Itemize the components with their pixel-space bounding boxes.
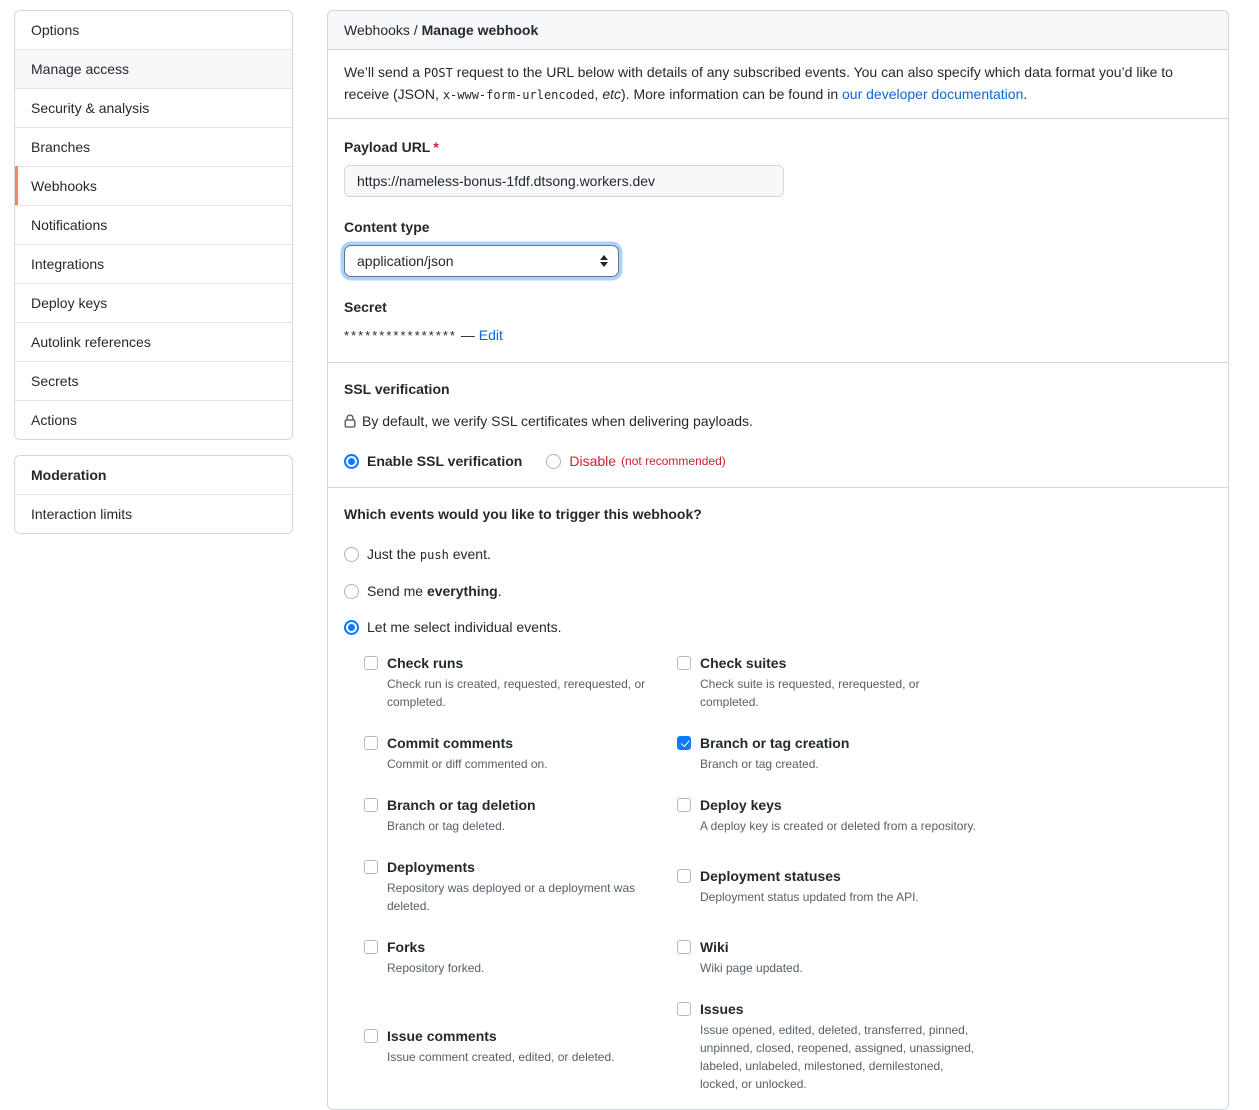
enable-ssl-label: Enable SSL verification (367, 453, 523, 469)
moderation-heading: Moderation (31, 467, 107, 483)
breadcrumb-webhooks-link[interactable]: Webhooks (344, 22, 410, 38)
event-forks (364, 937, 677, 977)
secret-masked-value: **************** (344, 328, 457, 343)
content-type-select[interactable] (344, 245, 619, 277)
event-description: Check run is created, requested, rerequested, or completed. (387, 677, 646, 709)
event-deployments (364, 857, 677, 915)
event-description: Issue comment created, edited, or deleted. (387, 1050, 615, 1064)
intro-text: , (594, 86, 603, 102)
sidebar-item-integrations[interactable]: Integrations (15, 244, 292, 283)
sidebar-item-manage-access[interactable]: Manage access (15, 49, 292, 88)
event-description: Deployment status updated from the API. (700, 890, 919, 904)
event-title: Check suites (700, 655, 787, 671)
event-description: A deploy key is created or deleted from a repository. (700, 819, 976, 833)
event-description: Repository was deployed or a deployment was deleted. (387, 881, 636, 913)
event-title: Wiki (700, 939, 729, 955)
sidebar-item-interaction-limits[interactable]: Interaction limits (15, 494, 292, 533)
send-everything-pre: Send me (367, 583, 427, 599)
secret-label: Secret (344, 299, 387, 315)
check-suites-checkbox[interactable] (677, 656, 691, 670)
deployment-statuses-checkbox[interactable] (677, 869, 691, 883)
event-title: Forks (387, 939, 426, 955)
events-question: Which events would you like to trigger this webhook? (344, 506, 702, 522)
lock-icon (344, 414, 356, 428)
branch-tag-creation-checkbox[interactable] (677, 736, 691, 750)
select-stepper-icon (600, 255, 608, 267)
event-title: Issue comments (387, 1028, 497, 1044)
sidebar-item-actions[interactable]: Actions (15, 400, 292, 439)
enable-ssl-radio[interactable] (344, 454, 359, 469)
secret-edit-link[interactable]: Edit (478, 327, 503, 343)
sidebar-item-branches[interactable]: Branches (15, 127, 292, 166)
issues-checkbox[interactable] (677, 1002, 691, 1016)
just-push-radio[interactable] (344, 547, 359, 562)
send-everything-label (367, 581, 502, 601)
select-individual-label: Let me select individual events. (367, 619, 562, 635)
event-description: Branch or tag deleted. (387, 819, 506, 833)
event-title: Deploy keys (700, 797, 782, 813)
webhook-intro-text (328, 50, 1228, 119)
event-check-runs (364, 653, 677, 711)
forks-checkbox[interactable] (364, 940, 378, 954)
required-asterisk: * (433, 139, 439, 155)
event-issue-comments (364, 1026, 677, 1066)
payload-url-label (344, 137, 1212, 157)
everything-bold: everything (426, 583, 498, 599)
manage-webhook-card (327, 10, 1229, 1110)
sidebar-item-notifications[interactable]: Notifications (15, 205, 292, 244)
ssl-note-text: By default, we verify SSL certificates when delivering payloads. (362, 413, 753, 429)
event-title: Deployments (387, 859, 475, 875)
event-check-suites (677, 653, 990, 711)
event-title: Deployment statuses (700, 868, 841, 884)
branch-tag-deletion-checkbox[interactable] (364, 798, 378, 812)
intro-etc: etc (602, 86, 621, 102)
check-runs-checkbox[interactable] (364, 656, 378, 670)
intro-text: ). More information can be found in (621, 86, 843, 102)
intro-text: We’ll send a (344, 64, 424, 80)
event-description: Commit or diff commented on. (387, 757, 548, 771)
sidebar-item-deploy-keys[interactable]: Deploy keys (15, 283, 292, 322)
select-individual-radio[interactable] (344, 620, 359, 635)
event-deploy-keys (677, 795, 990, 835)
breadcrumb-separator: / (409, 22, 422, 38)
event-issues (677, 999, 990, 1093)
events-section (328, 488, 1228, 1109)
event-branch-tag-deletion (364, 795, 677, 835)
sidebar-item-options[interactable]: Options (15, 11, 292, 49)
content-type-value: application/json (357, 253, 454, 269)
intro-text: . (1023, 86, 1028, 102)
payload-url-label-text: Payload URL (344, 139, 431, 155)
post-code: POST (423, 66, 453, 80)
event-description: Repository forked. (387, 961, 485, 975)
sidebar-item-autolink-references[interactable]: Autolink references (15, 322, 292, 361)
event-branch-tag-creation (677, 733, 990, 773)
settings-sidebar (14, 10, 293, 534)
issue-comments-checkbox[interactable] (364, 1029, 378, 1043)
payload-url-input[interactable] (344, 165, 784, 197)
event-deployment-statuses (677, 866, 990, 906)
just-push-label (367, 544, 491, 565)
ssl-verification-section (328, 363, 1228, 488)
secret-separator: — (460, 327, 475, 343)
sidebar-item-secrets[interactable]: Secrets (15, 361, 292, 400)
intro-text: request to the URL below with details of any subscribed events. You can also specify which data format you’d like to receive (JSON, (344, 64, 1173, 102)
send-everything-radio[interactable] (344, 584, 359, 599)
event-title: Branch or tag creation (700, 735, 850, 751)
event-title: Issues (700, 1001, 744, 1017)
event-commit-comments (364, 733, 677, 773)
send-everything-post: . (497, 583, 502, 599)
event-title: Branch or tag deletion (387, 797, 536, 813)
breadcrumb (328, 11, 1228, 50)
deployments-checkbox[interactable] (364, 860, 378, 874)
sidebar-item-security-analysis[interactable]: Security & analysis (15, 88, 292, 127)
just-push-post: event. (448, 546, 491, 562)
event-title: Commit comments (387, 735, 514, 751)
moderation-nav-card (14, 455, 293, 534)
webhook-settings-section (328, 119, 1228, 363)
disable-ssl-radio[interactable] (546, 454, 561, 469)
disable-ssl-note: (not recommended) (621, 454, 726, 468)
event-wiki (677, 937, 990, 977)
content-type-label: Content type (344, 219, 430, 235)
sidebar-item-webhooks[interactable]: Webhooks (15, 166, 292, 205)
push-code: push (419, 548, 449, 562)
settings-nav-card (14, 10, 293, 440)
ssl-verification-title: SSL verification (344, 381, 450, 397)
event-title: Check runs (387, 655, 464, 671)
event-description: Wiki page updated. (700, 961, 803, 975)
event-description: Check suite is requested, rerequested, or completed. (700, 677, 920, 709)
event-description: Issue opened, edited, deleted, transferred, pinned, unpinned, closed, reopened, assigned, unassigned, labeled, unlabeled, milestoned, demilestoned, locked, or unlocked. (700, 1023, 975, 1091)
just-push-pre: Just the (367, 546, 420, 562)
developer-documentation-link[interactable]: our developer documentation (842, 86, 1024, 102)
page-title: Manage webhook (421, 22, 539, 38)
event-description: Branch or tag created. (700, 757, 819, 771)
disable-ssl-label: Disable (569, 453, 617, 469)
deploy-keys-checkbox[interactable] (677, 798, 691, 812)
wiki-checkbox[interactable] (677, 940, 691, 954)
events-checkbox-grid (364, 653, 1212, 1093)
urlencoded-code: x-www-form-urlencoded (442, 88, 595, 102)
commit-comments-checkbox[interactable] (364, 736, 378, 750)
